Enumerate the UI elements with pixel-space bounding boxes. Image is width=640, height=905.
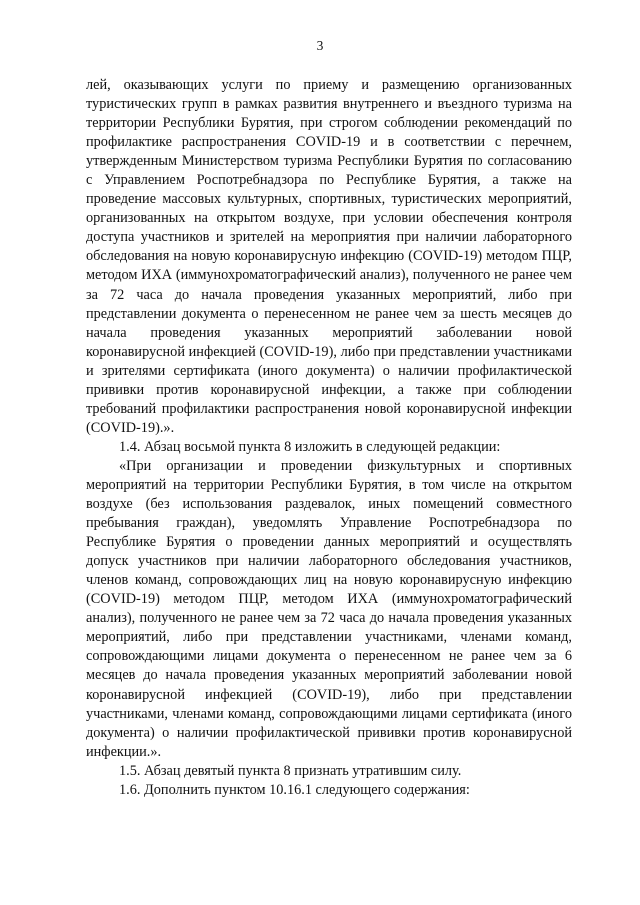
paragraph-1-4-quote: «При организации и проведении физкультурных и спортивных мероприятий на территории Республики Бурятия, в том числе на открытом воздухе (без использования раздевалок, иных помещений совместного пребывания граждан), уведомлять Управление Роспотребнадзора по Республике Бурятия о проведении данных мероприятий и осуществлять допуск участников при наличии лабораторного обследования участников, членов команд, сопровождающих лиц на новую коронавирусную инфекцию (COVID-19) методом ПЦР, методом ИХА (иммунохроматографический анализ), полученного не ранее чем за 72 часа до начала проведения указанных мероприятий, либо при представлении участниками, членами команд, сопровождающими лицами документа о перенесенном не ранее чем за 6 месяцев до начала проведения указанных мероприятий заболевании новой коронавирусной инфекцией (COVID-19), либо при представлении участниками, членами команд, сопровождающими лицами сертификата (иного документа) о наличии профилактической прививки против коронавирусной инфекции.». [86, 457, 572, 760]
paragraph-continuation: лей, оказывающих услуги по приему и размещению организованных туристических групп в рамках развития внутреннего и въездного туризма на территории Республики Бурятия, при строгом соблюдении рекомендаций по профилактике распространения COVID-19 и в соответствии с перечнем, утвержденным Министерством туризма Республики Бурятия по согласованию с Управлением Роспотребнадзора по Республике Бурятия, а также на проведение массовых культурных, спортивных, туристических мероприятий, организованных на открытом воздухе, при условии обеспечения контроля доступа участников и зрителей на мероприятия при наличии лабораторного обследования на новую коронавирусную инфекцию (COVID-19) методом ПЦР, методом ИХА (иммунохроматографический анализ), полученного не ранее чем за 72 часа до начала проведения указанных мероприятий, либо при представлении документа о перенесенном не ранее чем за шесть месяцев до начала проведения указанных мероприятий заболевании новой коронавирусной инфекцией (COVID-19), либо при представлении участниками и зрителями сертификата (иного документа) о наличии профилактической прививки против коронавирусной инфекции, а также при соблюдении требований профилактики распространения новой коронавирусной инфекции (COVID-19).». [86, 77, 572, 436]
paragraph-1-4: 1.4. Абзац восьмой пункта 8 изложить в следующей редакции: [119, 438, 501, 455]
paragraph-1-5: 1.5. Абзац девятый пункта 8 признать утратившим силу. [119, 762, 462, 779]
page-number: 3 [316, 38, 324, 53]
body-text [86, 76, 572, 800]
paragraph-1-6: 1.6. Дополнить пунктом 10.16.1 следующего содержания: [119, 781, 470, 798]
